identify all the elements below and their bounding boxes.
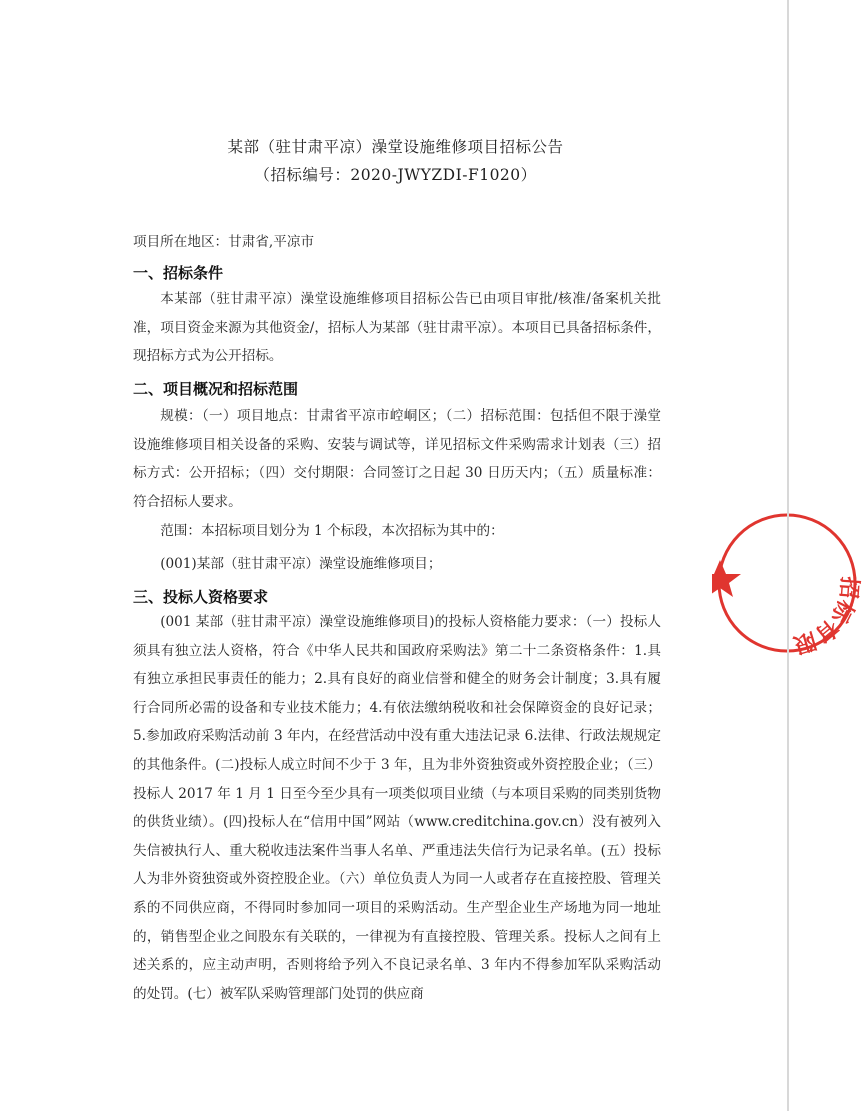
seal-text: 招标有限 [790, 575, 862, 658]
page-edge [787, 0, 789, 1111]
document-title: 某部（驻甘肃平凉）澡堂设施维修项目招标公告 [227, 138, 564, 156]
section-2-lot: (001)某部（驻甘肃平凉）澡堂设施维修项目； [160, 556, 442, 572]
section-3-body: (001 某部（驻甘肃平凉）澡堂设施维修项目)的投标人资格能力要求：（一）投标人须具有独立法人资格，符合《中华人民共和国政府采购法》第二十二条资格条件：1.具有独立承担民事责任的能力；2.具有良好的商业信誉和健全的财务会计制度；3.具有履行合同所必需的设备和专业技术能力；4.有依法缴纳税收和社会保障资金的良好记录；5.参加政府采购活动前 3 年内，在经营活动中没有重大违法记录 6.法律、行政法规规定的其他条件。(二)投标人成立时间不少于 3 年，且为非外资独资或外资控股企业；（三）投标人 2017 年 1 月 1 日至今至少具有一项类似项目业绩（与本项目采购的同类别货物的供货业绩）。(四)投标人在“信用中国”网站（www.creditchina.gov.cn）没有被列入失信被执行人、重大税收违法案件当事人名单、严重违法失信行为记录名单。(五）投标人为非外资独资或外资控股企业。（六）单位负责人为同一人或者存在直接控股、管理关系的不同供应商，不得同时参加同一项目的采购活动。生产型企业生产场地为同一地址的，销售型企业之间股东有关联的，一律视为有直接控股、管理关系。投标人之间有上述关系的，应主动声明，否则将给予列入不良记录名单、3 年内不得参加军队采购活动的处罚。(七）被军队采购管理部门处罚的供应商 [133, 614, 661, 1002]
project-location: 项目所在地区：甘肃省,平凉市 [133, 234, 315, 250]
section-2-scale: 规模：（一）项目地点：甘肃省平凉市崆峒区；（二）招标范围：包括但不限于澡堂设施维修项目相关设备的采购、安装与调试等，详见招标文件采购需求计划表（三）招标方式：公开招标；（四）交付期限：合同签订之日起 30 日历天内；（五）质量标准：符合招标人要求。 [133, 408, 661, 510]
section-1-heading: 一、招标条件 [133, 264, 224, 282]
svg-text:招标有限 [791, 576, 862, 657]
section-1-body: 本某部（驻甘肃平凉）澡堂设施维修项目招标公告已由项目审批/核准/备案机关批准，项目资金来源为其他资金/，招标人为某部（驻甘肃平凉）。本项目已具备招标条件，现招标方式为公开招标。 [133, 291, 661, 365]
section-2-heading: 二、项目概况和招标范围 [133, 380, 299, 398]
section-3-heading: 三、投标人资格要求 [133, 588, 269, 606]
tender-number: （招标编号：2020-JWYZDI-F1020） [254, 166, 537, 184]
section-2-range: 范围：本招标项目划分为 1 个标段，本次招标为其中的： [160, 523, 504, 539]
